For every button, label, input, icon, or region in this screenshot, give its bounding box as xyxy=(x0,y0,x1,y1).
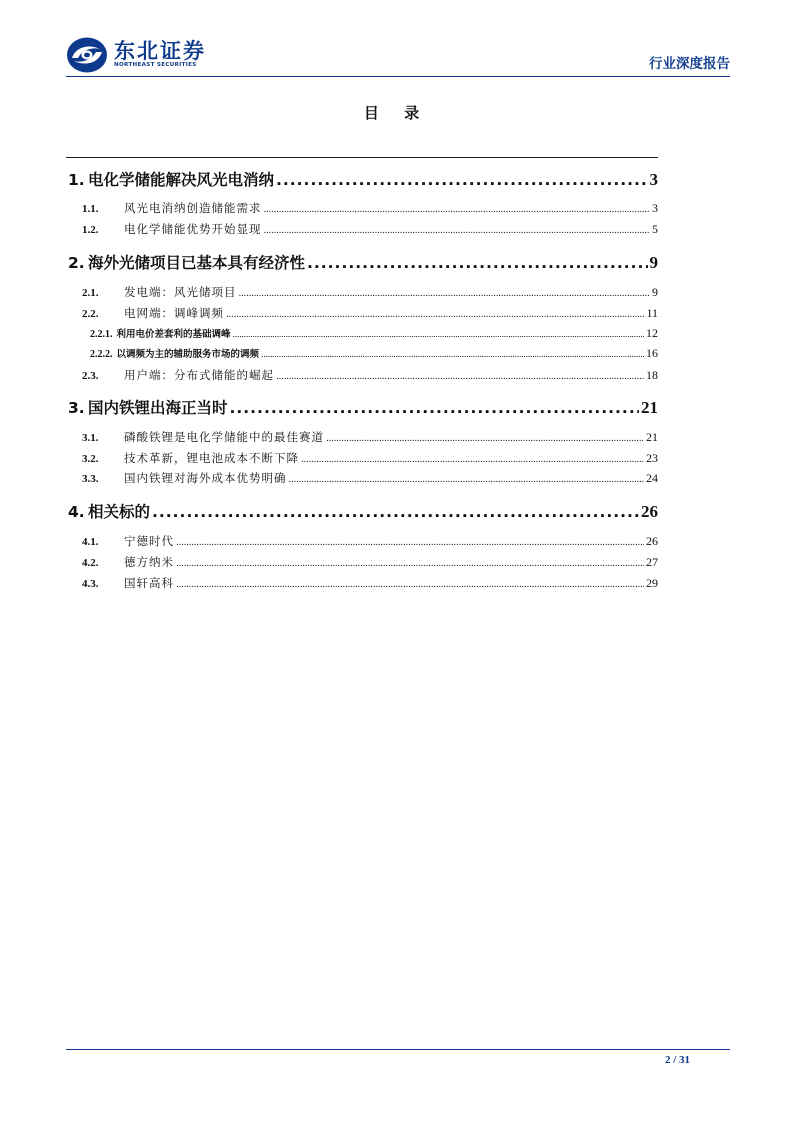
toc-entry-1[interactable] xyxy=(66,168,658,190)
toc-leader-dots xyxy=(152,503,639,521)
toc-leader-dots xyxy=(230,399,639,417)
toc-entry-page: 12 xyxy=(646,326,658,340)
logo-english-name: NORTHEAST SECURITIES xyxy=(114,62,197,68)
toc-entry-3[interactable] xyxy=(66,396,658,418)
toc-entry-number: 3.3. xyxy=(82,473,99,485)
toc-entry-2[interactable] xyxy=(66,251,658,273)
toc-entry-number: 1. xyxy=(68,171,85,189)
header-divider xyxy=(66,76,730,77)
toc-entry-page: 11 xyxy=(646,306,658,320)
toc-entry-2-2-1[interactable] xyxy=(66,326,658,341)
toc-entry-number: 2.2.1. xyxy=(90,329,113,340)
toc-entry-4-1[interactable] xyxy=(66,533,658,549)
toc-leader-dots xyxy=(233,330,644,340)
toc-entry-4-2[interactable] xyxy=(66,554,658,570)
toc-entry-number: 2.3. xyxy=(82,370,99,382)
toc-leader-dots xyxy=(261,350,644,360)
toc-entry-number: 1.2. xyxy=(82,224,99,236)
toc-entry-3-2[interactable] xyxy=(66,450,658,466)
toc-entry-4-3[interactable] xyxy=(66,575,658,591)
toc-entry-label: 磷酸铁锂是电化学储能中的最佳赛道 xyxy=(124,430,324,444)
toc-entry-number: 2.2. xyxy=(82,308,99,320)
toc-entry-number: 4.2. xyxy=(82,557,99,569)
toc-entry-number: 2.1. xyxy=(82,287,99,299)
toc-entry-page: 5 xyxy=(652,222,658,236)
page-header xyxy=(66,36,730,76)
toc-leader-dots xyxy=(307,254,647,272)
toc-entry-1-2[interactable] xyxy=(66,221,658,237)
toc-entry-1-1[interactable] xyxy=(66,200,658,216)
toc-entry-label: 电化学储能解决风光电消纳 xyxy=(88,171,275,189)
company-logo xyxy=(66,36,236,74)
toc-entry-number: 4. xyxy=(68,503,85,521)
toc-entry-label: 国内铁锂对海外成本优势明确 xyxy=(124,471,287,485)
toc-leader-dots xyxy=(226,310,644,320)
toc-leader-dots xyxy=(239,289,651,299)
toc-entry-label: 国轩高科 xyxy=(124,576,174,590)
toc-entry-page: 3 xyxy=(652,201,658,215)
toc-entry-number: 2.2.2. xyxy=(90,349,113,360)
page-indicator: 2 / 31 xyxy=(664,1054,690,1066)
toc-leader-dots xyxy=(176,559,644,569)
toc-entry-page: 26 xyxy=(646,534,658,548)
toc-entry-label: 相关标的 xyxy=(88,503,151,521)
toc-entry-page: 26 xyxy=(641,502,658,521)
toc-entry-page: 23 xyxy=(646,451,658,465)
logo-chinese-name: 东北证券 xyxy=(114,39,206,63)
toc-leader-dots xyxy=(276,372,644,382)
toc-entry-number: 2. xyxy=(68,254,85,272)
toc-entry-2-2[interactable] xyxy=(66,305,658,321)
toc-entry-label: 电化学储能优势开始显现 xyxy=(124,222,262,236)
toc-entry-3-3[interactable] xyxy=(66,470,658,486)
report-type-label: 行业深度报告 xyxy=(649,56,730,72)
toc-entry-label: 宁德时代 xyxy=(124,534,174,548)
toc-entry-label: 以调频为主的辅助服务市场的调频 xyxy=(116,349,260,360)
toc-entry-label: 用户端：分布式储能的崛起 xyxy=(124,368,274,382)
toc-entry-page: 24 xyxy=(646,471,658,485)
toc-entry-label: 发电端：风光储项目 xyxy=(124,285,237,299)
toc-entry-page: 21 xyxy=(641,398,658,417)
toc-entry-2-3[interactable] xyxy=(66,367,658,383)
company-logo-icon xyxy=(66,36,108,74)
toc-entry-2-2-2[interactable] xyxy=(66,346,658,361)
toc-entry-label: 利用电价差套利的基础调峰 xyxy=(116,329,231,340)
toc-leader-dots xyxy=(264,226,651,236)
footer-divider xyxy=(66,1049,730,1050)
toc-leader-dots xyxy=(176,538,644,548)
toc-title: 目 录 xyxy=(363,104,430,122)
toc-leader-dots xyxy=(301,455,644,465)
toc-leader-dots xyxy=(176,580,644,590)
toc-entry-number: 3.2. xyxy=(82,453,99,465)
toc-entry-page: 27 xyxy=(646,555,658,569)
toc-entry-page: 9 xyxy=(649,253,658,272)
toc-entry-label: 海外光储项目已基本具有经济性 xyxy=(88,254,306,272)
toc-entry-page: 3 xyxy=(649,170,658,189)
toc-leader-dots xyxy=(289,475,645,485)
toc-entry-number: 3. xyxy=(68,399,85,417)
toc-entry-4[interactable] xyxy=(66,500,658,522)
toc-entry-page: 18 xyxy=(646,368,658,382)
toc-entry-page: 9 xyxy=(652,285,658,299)
toc-entry-label: 技术革新，锂电池成本不断下降 xyxy=(124,451,299,465)
toc-top-divider xyxy=(66,157,658,158)
toc-entry-number: 1.1. xyxy=(82,203,99,215)
toc-leader-dots xyxy=(276,171,647,189)
toc-leader-dots xyxy=(264,205,651,215)
toc-entry-2-1[interactable] xyxy=(66,284,658,300)
toc-entry-page: 29 xyxy=(646,576,658,590)
toc-entry-number: 4.3. xyxy=(82,578,99,590)
toc-entry-3-1[interactable] xyxy=(66,429,658,445)
toc-entry-page: 21 xyxy=(646,430,658,444)
toc-entry-label: 国内铁锂出海正当时 xyxy=(88,399,228,417)
toc-entry-label: 风光电消纳创造储能需求 xyxy=(124,201,262,215)
toc-entry-label: 德方纳米 xyxy=(124,555,174,569)
toc-leader-dots xyxy=(326,434,644,444)
toc-entry-number: 3.1. xyxy=(82,432,99,444)
toc-entry-label: 电网端：调峰调频 xyxy=(124,306,224,320)
toc-entry-page: 16 xyxy=(646,346,658,360)
toc-entry-number: 4.1. xyxy=(82,536,99,548)
